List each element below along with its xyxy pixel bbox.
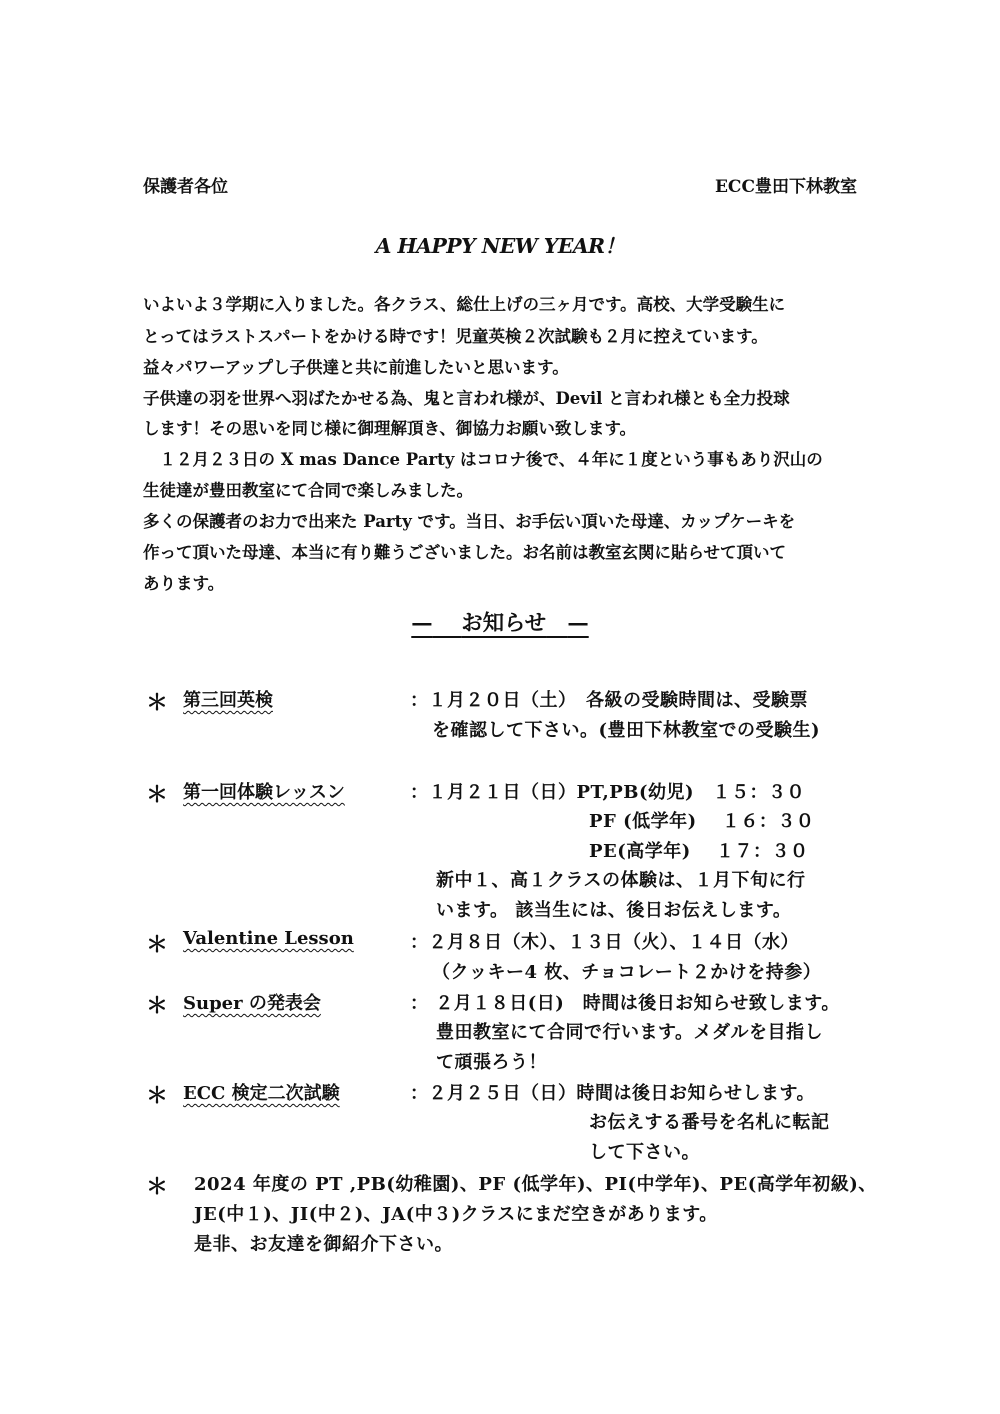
- bullet-star: ＊: [146, 1174, 169, 1200]
- item-detail: を確認して下さい。(豊田下林教室での受験生): [432, 720, 821, 741]
- bullet-star: ＊: [146, 690, 169, 716]
- intro-line: 多くの保護者のお力で出来た Party です。当日、お手伝い頂いた母達、カップケーキを: [143, 512, 796, 531]
- bullet-star: ＊: [146, 932, 169, 958]
- item-detail: ：２月２５日（日）時間は後日お知らせします。: [410, 1083, 816, 1104]
- item-detail: 新中１、高１クラスの体験は、１月下旬に行: [436, 870, 806, 891]
- item-label: 第三回英検: [183, 690, 273, 711]
- item-detail: います。 該当生には、後日お伝えします。: [436, 900, 792, 921]
- item-detail: て頑張ろう！: [436, 1052, 547, 1073]
- intro-line: 益々パワーアップし子供達と共に前進したいと思います。: [143, 358, 569, 377]
- final-note-line: JE(中１)、JI(中２)、JA(中３)クラスにまだ空きがあります。: [194, 1204, 718, 1225]
- item-detail: ：１月２０日（土） 各級の受験時間は、受験票: [410, 690, 808, 711]
- bullet-star: ＊: [146, 993, 169, 1019]
- item-detail: 豊田教室にて合同で行います。メダルを目指し: [436, 1022, 824, 1043]
- intro-line: 子供達の羽を世界へ羽ばたかせる為、鬼と言われ様が、Devil と言われ様とも全力投球: [143, 389, 790, 408]
- item-detail: PE(高学年) １７：３０: [589, 841, 809, 862]
- item-detail: お伝えする番号を名札に転記: [589, 1112, 830, 1133]
- item-label: 第一回体験レッスン: [183, 782, 345, 803]
- page-title: A HAPPY NEW YEAR！: [375, 234, 625, 258]
- item-label: Valentine Lesson: [183, 928, 354, 949]
- intro-line: します！その思いを同じ様に御理解頂き、御協力お願い致します。: [143, 419, 637, 438]
- item-label: Super の発表会: [183, 993, 321, 1014]
- final-note-line: 2024 年度の PT ,PB(幼稚園)、PF (低学年)、PI(中学年)、PE(高学年初級)、: [194, 1174, 877, 1195]
- notice-title: お知らせ: [461, 611, 547, 636]
- item-detail: ：１月２１日（日）PT,PB(幼児) １５：３０: [410, 782, 805, 803]
- item-detail: ： ２月１８日(日) 時間は後日お知らせ致します。: [410, 993, 840, 1014]
- final-note-line: 是非、お友達を御紹介下さい。: [194, 1234, 453, 1255]
- notice-dash: —: [411, 611, 433, 636]
- item-detail: （クッキー4 枚、チョコレート２かけを持参）: [432, 962, 822, 983]
- intro-line: とってはラストスパートをかける時です！児童英検２次試験も２月に控えています。: [143, 327, 768, 346]
- bullet-star: ＊: [146, 1083, 169, 1109]
- intro-line: 作って頂いた母達、本当に有り難うございました。お名前は教室玄関に貼らせて頂いて: [143, 543, 787, 562]
- intro-line: いよいよ３学期に入りました。各クラス、総仕上げの三ヶ月です。高校、大学受験生に: [143, 295, 786, 314]
- item-label: ECC 検定二次試験: [183, 1083, 340, 1104]
- item-detail: PF (低学年) １６：３０: [589, 811, 815, 832]
- item-detail: ：２月８日（木）、１３日（火）、１４日（水）: [410, 932, 799, 953]
- intro-line: １２月２３日の X mas Dance Party はコロナ後で、４年に１度という事もあり沢山の: [143, 450, 823, 469]
- intro-line: あります。: [143, 574, 225, 593]
- item-detail: して下さい。: [589, 1142, 700, 1163]
- intro-line: 生徒達が豊田教室にて合同で楽しみました。: [143, 481, 473, 500]
- sender: ECC豊田下林教室: [714, 177, 857, 197]
- bullet-star: ＊: [146, 782, 169, 808]
- notice-dash: —: [567, 611, 589, 636]
- notice-heading: [0, 606, 1000, 637]
- recipient: 保護者各位: [143, 177, 228, 197]
